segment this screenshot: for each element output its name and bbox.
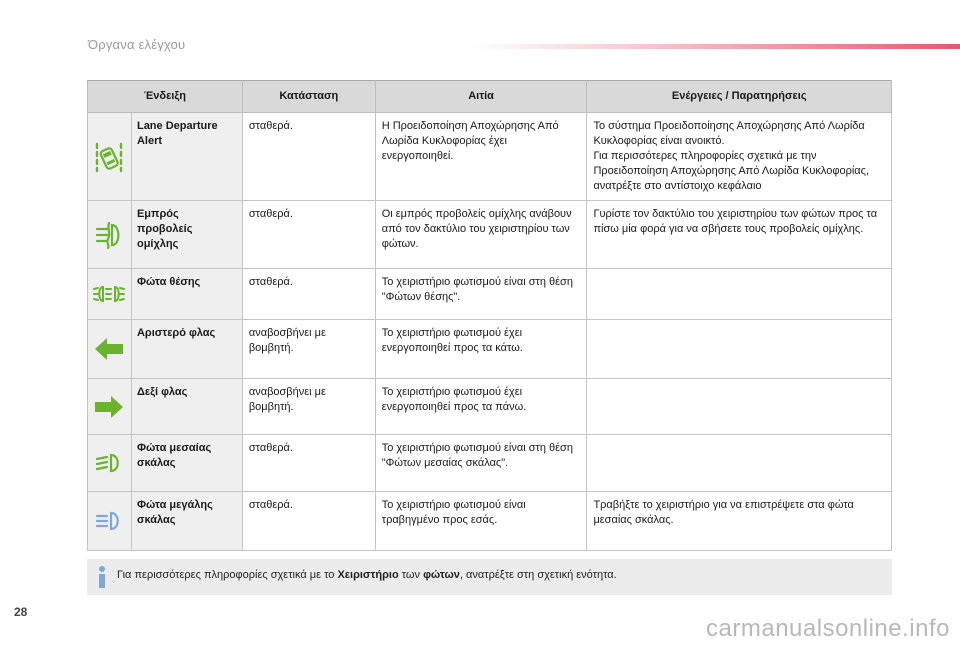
- icon-cell: [88, 201, 132, 269]
- indicator-action: [587, 379, 892, 435]
- indicator-action: Γυρίστε τον δακτύλιο του χειριστηρίου των φώτων προς τα πίσω μία φορά για να σβήσετε τους προβολείς ομίχλης.: [587, 201, 892, 269]
- info-bold-lights: φώτων: [423, 569, 460, 581]
- indicator-cause: Το χειριστήριο φωτισμού είναι στη θέση "Φώτων θέσης".: [375, 269, 587, 320]
- header-accent-bar: [470, 44, 960, 49]
- icon-cell: [88, 113, 132, 201]
- indicator-state: αναβοσβήνει με βομβητή.: [242, 320, 375, 379]
- section-title: Όργανα ελέγχου: [88, 37, 186, 52]
- right-indicator-icon: [93, 391, 125, 423]
- info-bold-control: Χειριστήριο: [337, 569, 399, 581]
- warning-lights-table: [87, 80, 892, 551]
- position-lights-icon: [93, 278, 125, 310]
- indicator-state: σταθερά.: [242, 492, 375, 551]
- table-row: [88, 113, 892, 201]
- indicator-name: Φώτα μεσαίας σκάλας: [131, 435, 242, 492]
- indicator-state: σταθερά.: [242, 269, 375, 320]
- indicator-cause: Το χειριστήριο φωτισμού έχει ενεργοποιηθεί προς τα κάτω.: [375, 320, 587, 379]
- indicator-name: Φώτα θέσης: [131, 269, 242, 320]
- info-icon: [95, 565, 109, 589]
- indicator-cause: Το χειριστήριο φωτισμού είναι στη θέση "Φώτων μεσαίας σκάλας".: [375, 435, 587, 492]
- icon-cell: [88, 269, 132, 320]
- indicator-state: αναβοσβήνει με βομβητή.: [242, 379, 375, 435]
- icon-cell: [88, 492, 132, 551]
- table-row: [88, 269, 892, 320]
- front-fog-lights-icon: [93, 219, 125, 251]
- indicator-name: Δεξί φλας: [131, 379, 242, 435]
- header-cause: Αιτία: [375, 81, 587, 113]
- indicator-cause: Το χειριστήριο φωτισμού έχει ενεργοποιηθεί προς τα πάνω.: [375, 379, 587, 435]
- indicator-state: σταθερά.: [242, 435, 375, 492]
- table-row: [88, 379, 892, 435]
- table-header-row: [88, 81, 892, 113]
- header-state: Κατάσταση: [242, 81, 375, 113]
- indicator-name: Φώτα μεγάλης σκάλας: [131, 492, 242, 551]
- indicator-name: Εμπρός προβολείς ομίχλης: [131, 201, 242, 269]
- indicator-state: σταθερά.: [242, 113, 375, 201]
- main-beam-icon: [93, 505, 125, 537]
- info-box: [87, 559, 892, 595]
- indicator-name: Αριστερό φλας: [131, 320, 242, 379]
- left-indicator-icon: [93, 333, 125, 365]
- table-row: [88, 201, 892, 269]
- indicator-cause: Οι εμπρός προβολείς ομίχλης ανάβουν από τον δακτύλιο του χειριστηρίου των φώτων.: [375, 201, 587, 269]
- indicator-state: σταθερά.: [242, 201, 375, 269]
- table-row: [88, 435, 892, 492]
- watermark: carmanualsonline.info: [706, 615, 950, 642]
- lane-departure-icon: [93, 141, 125, 173]
- dipped-beam-icon: [93, 447, 125, 479]
- icon-cell: [88, 320, 132, 379]
- indicator-action: Τραβήξτε το χειριστήριο για να επιστρέψετε στα φώτα μεσαίας σκάλας.: [587, 492, 892, 551]
- icon-cell: [88, 435, 132, 492]
- indicator-action: [587, 435, 892, 492]
- header-actions: Ενέργειες / Παρατηρήσεις: [587, 81, 892, 113]
- indicator-cause: Το χειριστήριο φωτισμού είναι τραβηγμένο προς εσάς.: [375, 492, 587, 551]
- header-indicator: Ένδειξη: [88, 81, 243, 113]
- page-number: 28: [14, 605, 28, 619]
- icon-cell: [88, 379, 132, 435]
- indicator-action: Το σύστημα Προειδοποίησης Αποχώρησης Από Λωρίδα Κυκλοφορίας είναι ανοικτό. Για περισσότερες πληροφορίες σχετικά με την Προειδοποίηση Αποχώρησης Από Λωρίδα Κυκλοφορίας, ανατρέξτε στο αντίστοιχο κεφάλαιο: [587, 113, 892, 201]
- indicator-name: Lane Departure Alert: [131, 113, 242, 201]
- indicator-cause: Η Προειδοποίηση Αποχώρησης Από Λωρίδα Κυκλοφορίας έχει ενεργοποιηθεί.: [375, 113, 587, 201]
- indicator-action: [587, 269, 892, 320]
- table-row: [88, 320, 892, 379]
- indicator-action: [587, 320, 892, 379]
- info-text: Για περισσότερες πληροφορίες σχετικά με το Χειριστήριο των φώτων, ανατρέξτε στη σχετική ενότητα.: [117, 569, 617, 581]
- table-row: [88, 492, 892, 551]
